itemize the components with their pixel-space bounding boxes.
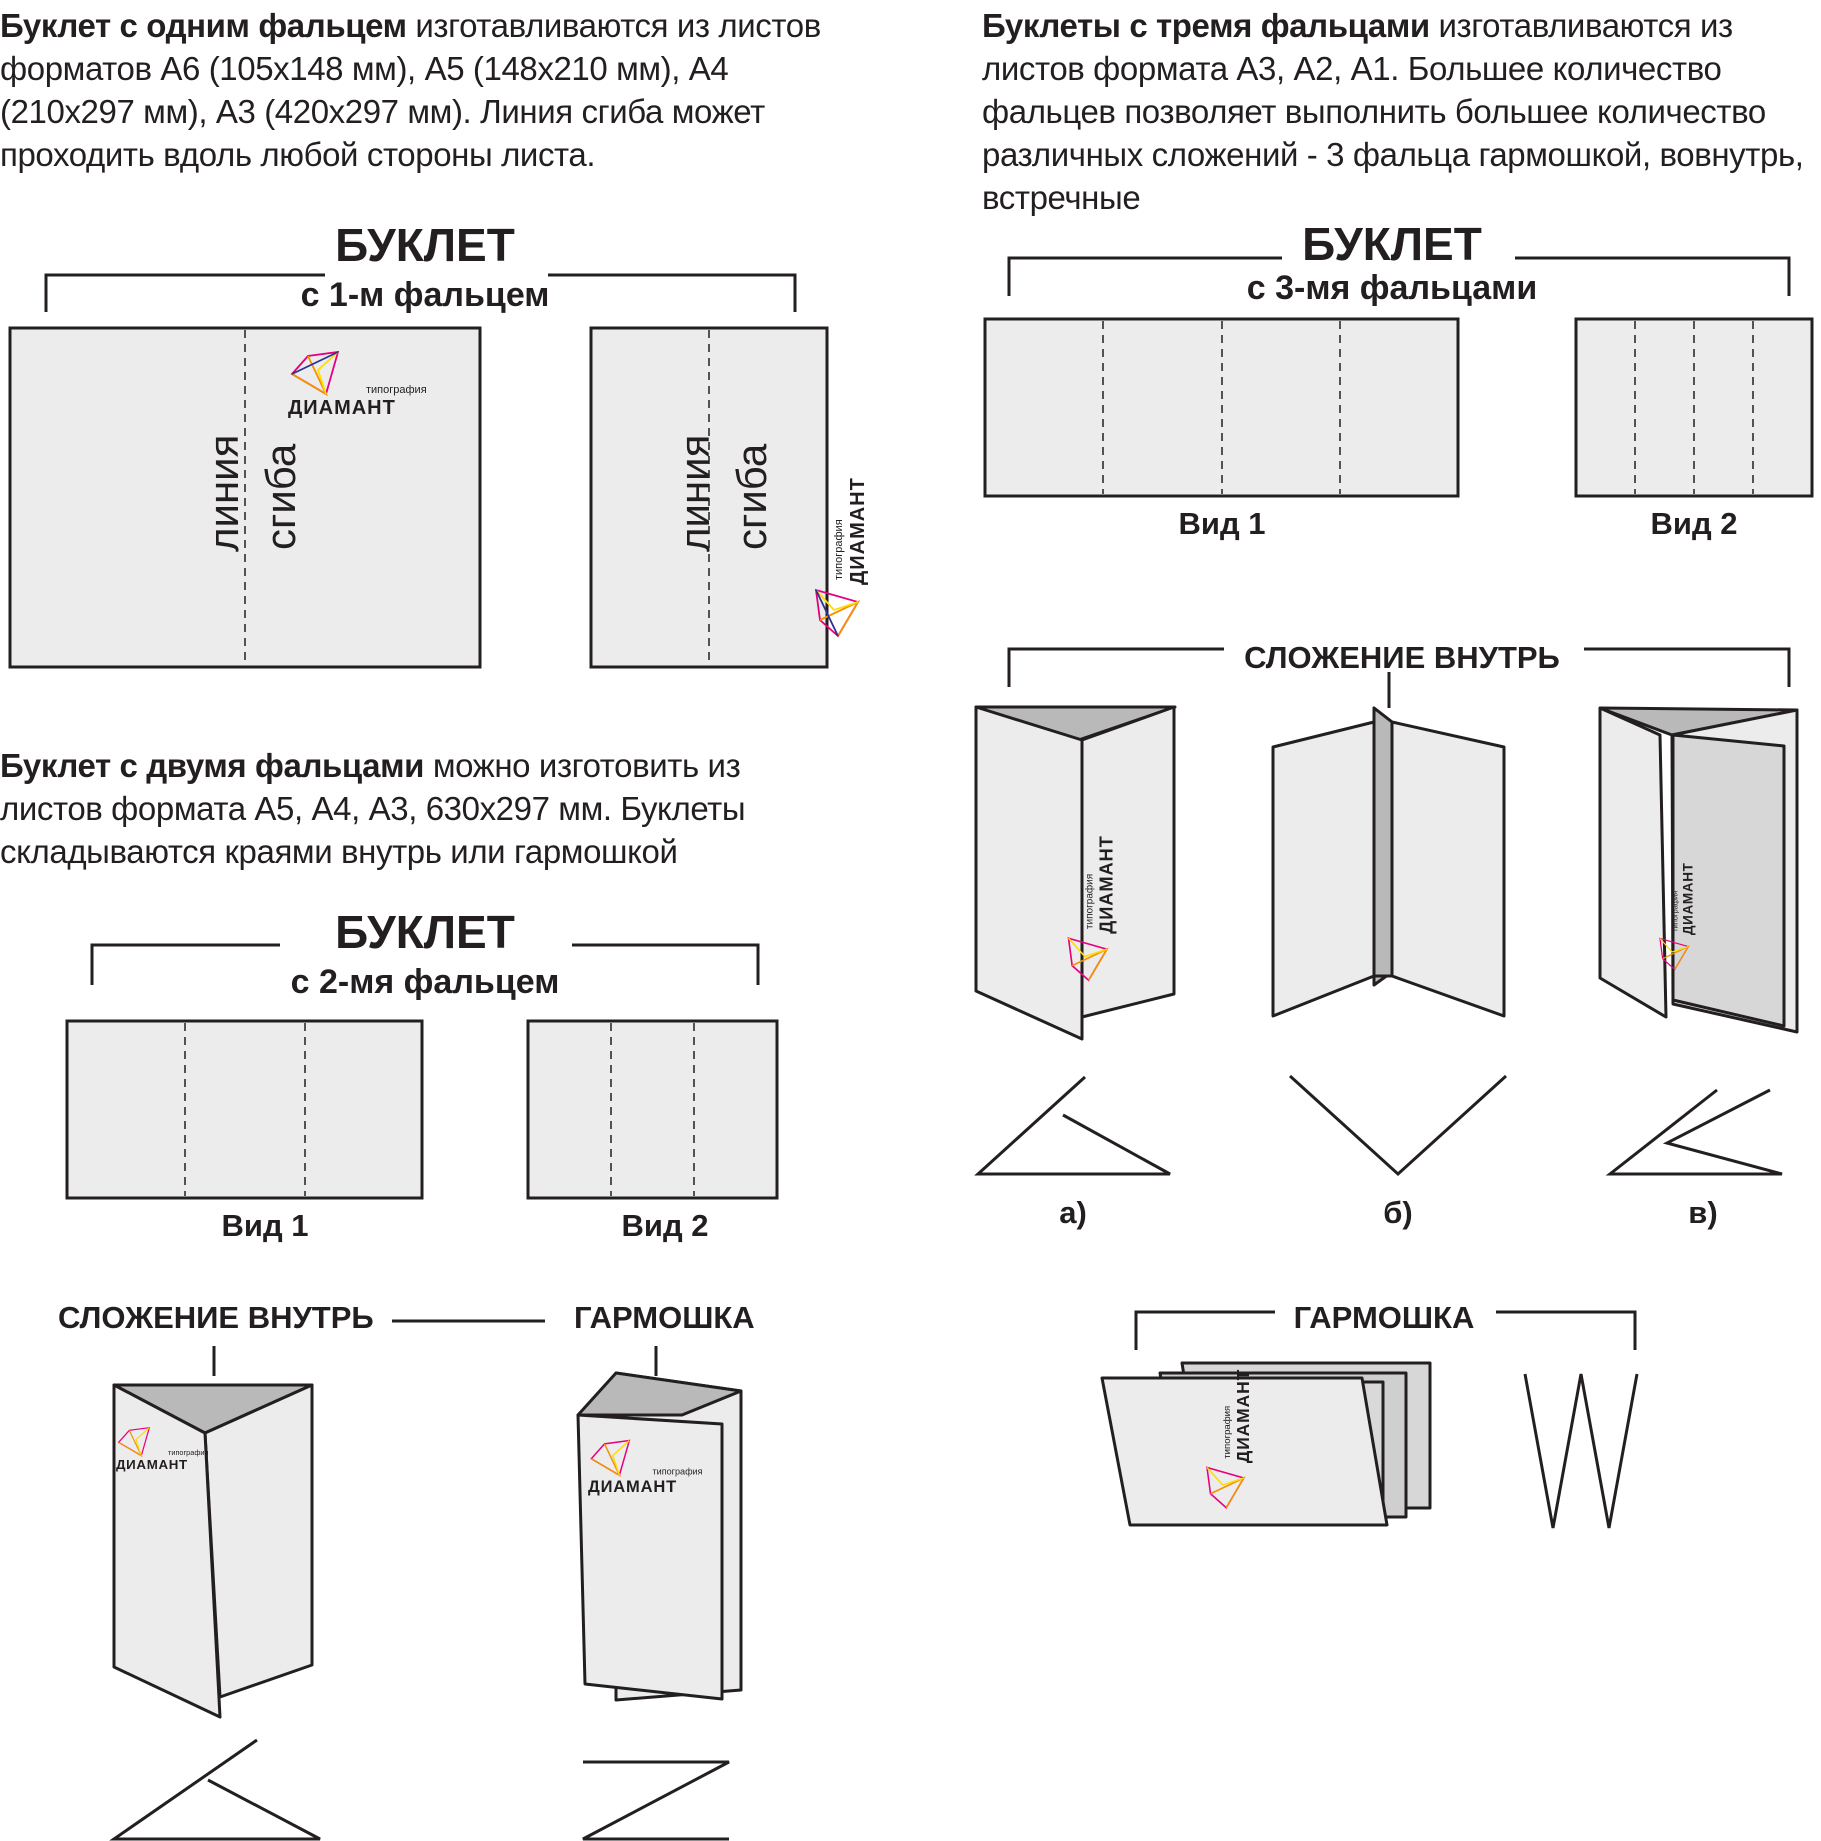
svg-text:ДИАМАНТ: ДИАМАНТ xyxy=(1680,862,1696,936)
intro-three-folds-bold: Буклеты с тремя фальцами xyxy=(982,7,1430,44)
two-folds-fold-inside-label: СЛОЖЕНИЕ ВНУТРЬ xyxy=(58,1300,374,1335)
logo-diamant-rotated xyxy=(730,477,869,650)
logo-diamant-three-c xyxy=(1602,862,1696,980)
svg-text:ДИАМАНТ: ДИАМАНТ xyxy=(847,477,869,585)
intro-one-fold-text: изготавливаются из листов форматов А6 (105х148 мм), А5 (148х210 мм), А4 (210х297 мм), А3 (420х297 мм). Линия сгиба может проходить вдоль любой стороны листа. xyxy=(0,7,821,173)
svg-text:типография: типография xyxy=(168,1448,209,1457)
logo-caption: типография xyxy=(366,384,427,396)
bracket-accordion-three xyxy=(1136,1312,1275,1350)
logo-diamant-two-accordion xyxy=(588,1436,712,1498)
two-folds-title: БУКЛЕТ xyxy=(335,906,515,958)
diagram-accordion-three xyxy=(1525,1374,1637,1528)
bracket-three-folds xyxy=(1009,258,1282,296)
two-folds-view2-label: Вид 2 xyxy=(621,1208,709,1243)
three-folds-variant-b: б) xyxy=(1383,1195,1413,1230)
intro-two-folds-text: можно изготовить из листов формата А5, А4, А3, 630х297 мм. Буклеты складываются краями внутрь или гармошкой xyxy=(0,747,746,870)
diagram-accordion-two xyxy=(583,1762,729,1839)
three-folds-title: БУКЛЕТ xyxy=(1302,218,1482,270)
diagram-variant-a xyxy=(978,1077,1170,1174)
svg-text:типография: типография xyxy=(1084,873,1096,930)
logo-diamant-two-inside xyxy=(116,1418,216,1480)
intro-one-fold-bold: Буклет с одним фальцем xyxy=(0,7,407,44)
diagram-variant-b xyxy=(1290,1076,1506,1174)
two-fold-accordion-3d xyxy=(578,1373,741,1700)
svg-text:ДИАМАНТ: ДИАМАНТ xyxy=(116,1457,188,1472)
svg-text:ДИАМАНТ: ДИАМАНТ xyxy=(588,1476,678,1496)
three-folds-accordion-label: ГАРМОШКА xyxy=(1293,1300,1475,1335)
one-fold-subtitle: с 1-м фальцем xyxy=(300,276,550,314)
bracket-one-fold xyxy=(46,275,325,312)
three-folds-view2-label: Вид 2 xyxy=(1650,506,1738,541)
logo-diamant xyxy=(288,348,438,420)
diagram-fold-inside-two xyxy=(114,1740,320,1839)
three-folds-fold-inside-label: СЛОЖЕНИЕ ВНУТРЬ xyxy=(1244,640,1560,675)
two-fold-view-1 xyxy=(67,1021,422,1198)
three-fold-view-2 xyxy=(1576,319,1812,496)
two-fold-view-2 xyxy=(528,1021,777,1198)
logo-brand: ДИАМАНТ xyxy=(288,397,396,419)
three-fold-view-1 xyxy=(985,319,1458,496)
intro-three-folds-text: изготавливаются из листов формата А3, А2, А1. Большее количество фальцев позволяет выполнить большее количество различных сложений - 3 фальца гармошкой, вовнутрь, встречные xyxy=(982,7,1804,216)
svg-text:типография: типография xyxy=(1221,1405,1233,1459)
two-folds-subtitle: с 2-мя фальцем xyxy=(290,963,560,1001)
three-folds-variant-c: в) xyxy=(1688,1195,1718,1230)
svg-text:типография: типография xyxy=(833,519,845,580)
three-folds-variant-a: а) xyxy=(1059,1195,1087,1230)
diagram-variant-c xyxy=(1610,1090,1782,1174)
svg-text:типография: типография xyxy=(652,1466,703,1477)
intro-two-folds-bold: Буклет с двумя фальцами xyxy=(0,747,425,784)
fold-line-word1-h: линия xyxy=(200,434,247,552)
svg-text:ДИАМАНТ: ДИАМАНТ xyxy=(1095,835,1117,934)
logo-diamant-three-a xyxy=(990,835,1117,1000)
three-folds-view1-label: Вид 1 xyxy=(1178,506,1266,541)
one-fold-title: БУКЛЕТ xyxy=(335,219,515,271)
bracket-two-folds xyxy=(92,945,280,985)
fold-line-word2-h: сгиба xyxy=(257,443,304,550)
fold-line-word1-v: линия xyxy=(671,434,718,552)
two-folds-view1-label: Вид 1 xyxy=(221,1208,309,1243)
bracket-fold-inside-three xyxy=(1009,649,1224,687)
fold-line-word2-v: сгиба xyxy=(728,443,775,550)
svg-text:ДИАМАНТ: ДИАМАНТ xyxy=(1233,1368,1253,1464)
three-folds-subtitle: с 3-мя фальцами xyxy=(1246,269,1538,307)
two-folds-accordion-label: ГАРМОШКА xyxy=(574,1300,755,1335)
svg-text:типография: типография xyxy=(1670,890,1680,932)
logo-diamant-three-accordion xyxy=(1130,1368,1253,1520)
three-fold-variant-b-3d xyxy=(1273,708,1504,1016)
